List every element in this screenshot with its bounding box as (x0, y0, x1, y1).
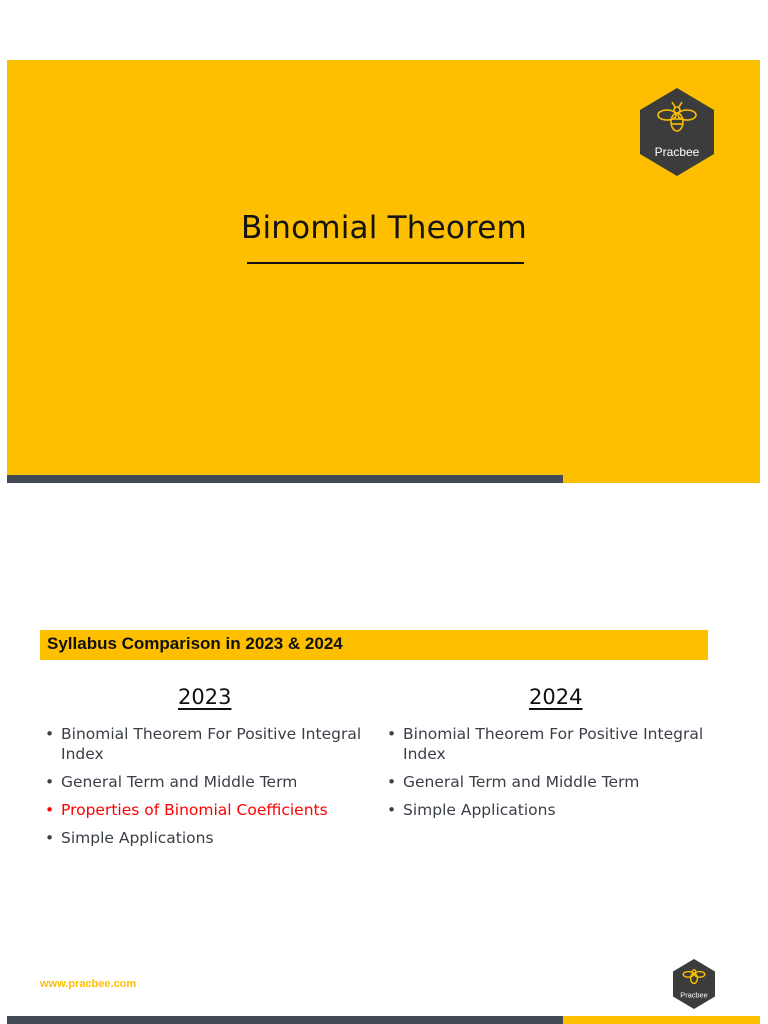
section-title: Syllabus Comparison in 2023 & 2024 (47, 634, 343, 653)
list-item-highlighted: • Properties of Binomial Coefficients (45, 801, 328, 819)
year-heading-2023: 2023 (178, 685, 232, 709)
list-item: • Simple Applications (45, 829, 214, 847)
syllabus-list-2024 (387, 724, 707, 828)
list-item: • Binomial Theorem For Positive Integral Index (45, 725, 362, 763)
title-slide-dark-bar (7, 475, 563, 483)
footer-dark-bar (7, 1016, 563, 1024)
slide-title: Binomial Theorem (241, 210, 527, 246)
logo-brand-text: Pracbee (654, 145, 700, 159)
pracbee-logo-small-icon (673, 958, 715, 1010)
list-item: • Binomial Theorem For Positive Integral Index (387, 725, 704, 763)
footer-yellow-bar (563, 1016, 760, 1024)
title-underline (247, 262, 524, 264)
syllabus-list-2023 (45, 724, 365, 856)
year-heading-2024: 2024 (529, 685, 583, 709)
list-item: • General Term and Middle Term (45, 773, 298, 791)
list-item: • General Term and Middle Term (387, 773, 640, 791)
list-item: • Simple Applications (387, 801, 556, 819)
footer-website-link[interactable]: www.pracbee.com (40, 978, 137, 990)
pracbee-logo-icon (640, 88, 714, 176)
logo-small-brand-text: Pracbee (680, 990, 708, 1000)
